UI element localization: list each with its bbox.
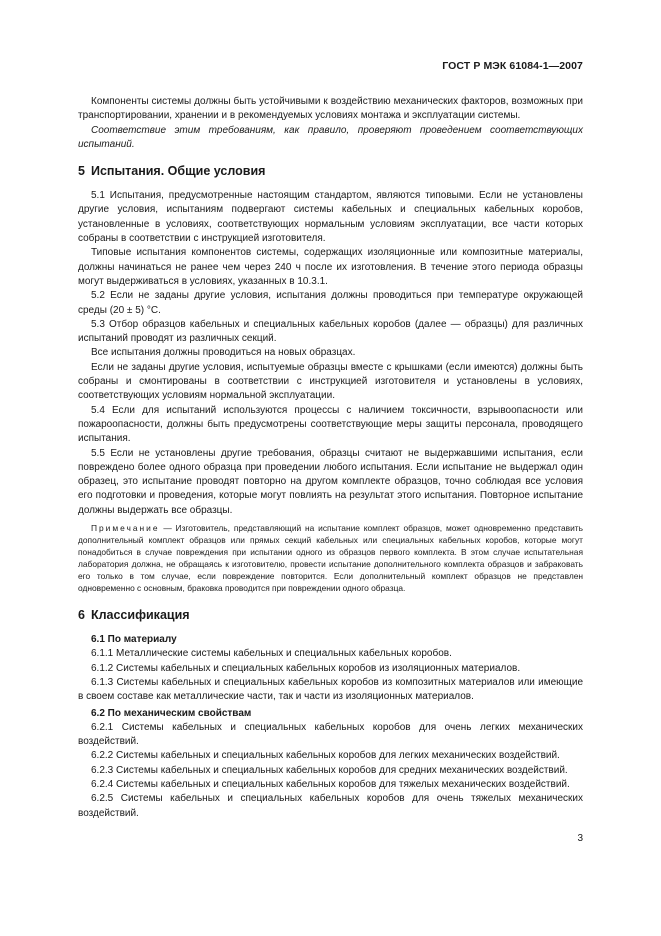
paragraph: 5.3 Отбор образцов кабельных и специальных кабельных коробов (далее — образцы) для различных испытаний проводят из различных секций.	[78, 318, 583, 345]
list-item: 6.2.5 Системы кабельных и специальных кабельных коробов для очень тяжелых механических воздействий.	[78, 793, 583, 819]
section-number: 5	[78, 164, 85, 179]
list-item: 6.2.4 Системы кабельных и специальных кабельных коробов для тяжелых механических воздействий.	[91, 778, 570, 790]
page-number: 3	[577, 833, 583, 844]
subsection-heading: 6.2 По механическим свойствам	[91, 707, 252, 719]
list-item: 6.1.1 Металлические системы кабельных и специальных кабельных коробов.	[91, 648, 452, 660]
document-code: ГОСТ Р МЭК 61084-1—2007	[442, 60, 583, 72]
list-item: 6.2.2 Системы кабельных и специальных кабельных коробов для легких механических воздействий.	[91, 750, 560, 762]
note-text: — Изготовитель, представляющий на испытание комплект образцов, может одновременно представить дополнительный комплект образцов или прямых секций кабельных или специальных кабельных коробов, которые могут понадобиться в случае повреждения при испытании одного из образцов первого комплекта. В этом случае испытательная лаборатория должна, не обращаясь к изготовителю, провести испытание дополнительного комплекта образцов и забраковать его только в том случае, если повреждение повторится. Если дополнительный комплект образцов не представлен одновременно с основным, браковка проводится при повреждении одного образца.	[78, 523, 583, 594]
paragraph: 5.1 Испытания, предусмотренные настоящим стандартом, являются типовыми. Если не установлены другие условия, испытаниям подвергают системы кабельных и специальных кабельных коробов, установленные в условиях, соответствующих нормальным условиям эксплуатации, все части которых собраны в соответствии с инструкцией изготовителя.	[78, 190, 583, 245]
note-label: Примечание	[91, 523, 160, 534]
list-item: 6.1.2 Системы кабельных и специальных кабельных коробов из изоляционных материалов.	[91, 662, 521, 674]
paragraph: Типовые испытания компонентов системы, содержащих изоляционные или композитные материалы, должны начинаться не ранее чем через 240 ч после их изготовления. В течение этого периода образцы могут выдерживаться в условиях, указанных в 10.3.1.	[78, 247, 583, 287]
paragraph: Если не заданы другие условия, испытуемые образцы вместе с крышками (если имеются) должны быть собраны и смонтированы в соответствии с инструкцией изготовителя и установлены в условиях, соответствующих условиям нормальной эксплуатации.	[78, 361, 583, 402]
intro-paragraph: Компоненты системы должны быть устойчивыми к воздействию механических факторов, возможных при транспортировании, хранении и в рекомендуемых условиях монтажа и эксплуатации системы.	[78, 96, 583, 122]
section-title: Испытания. Общие условия	[90, 164, 266, 179]
section-heading-6	[78, 607, 583, 623]
paragraph: Все испытания должны проводиться на новых образцах.	[91, 347, 356, 359]
paragraph: 5.5 Если не установлены другие требования, образцы считают не выдержавшими испытания, если повреждено более одного образца при проведении любого испытания. Если испытание не выдержал один образец, это испытание проводят повторно на другом комплекте образцов, точно соблюдая все условия его подготовки и проведения, которые могут повлиять на результат этого испытания. Повторное испытание должны выдержать все образцы.	[78, 447, 583, 516]
subsection-heading: 6.1 По материалу	[91, 634, 177, 646]
list-item: 6.1.3 Системы кабельных и специальных кабельных коробов из композитных материалов или имеющие в своем составе как металлические части, так и части из изоляционных материалов.	[78, 676, 583, 703]
list-item: 6.2.1 Системы кабельных и специальных кабельных коробов для очень легких механических воздействий.	[78, 721, 583, 748]
section-heading-5	[78, 163, 583, 179]
paragraph: 5.4 Если для испытаний используются процессы с наличием токсичности, взрывоопасности или пожароопасности, должны быть предусмотрены соответствующие меры защиты персонала, проводящего испытания.	[78, 404, 583, 445]
paragraph: 5.2 Если не заданы другие условия, испытания должны проводиться при температуре окружающей среды (20 ± 5) °С.	[78, 290, 583, 316]
section-number: 6	[78, 608, 85, 623]
note	[78, 522, 583, 594]
section-title: Классификация	[90, 608, 190, 623]
list-item: 6.2.3 Системы кабельных и специальных кабельных коробов для средних механических воздействий.	[91, 764, 568, 776]
page-content	[78, 95, 583, 821]
intro-compliance-paragraph: Соответствие этим требованиям, как правило, проверяют проведением соответствующих испытаний.	[78, 124, 583, 150]
